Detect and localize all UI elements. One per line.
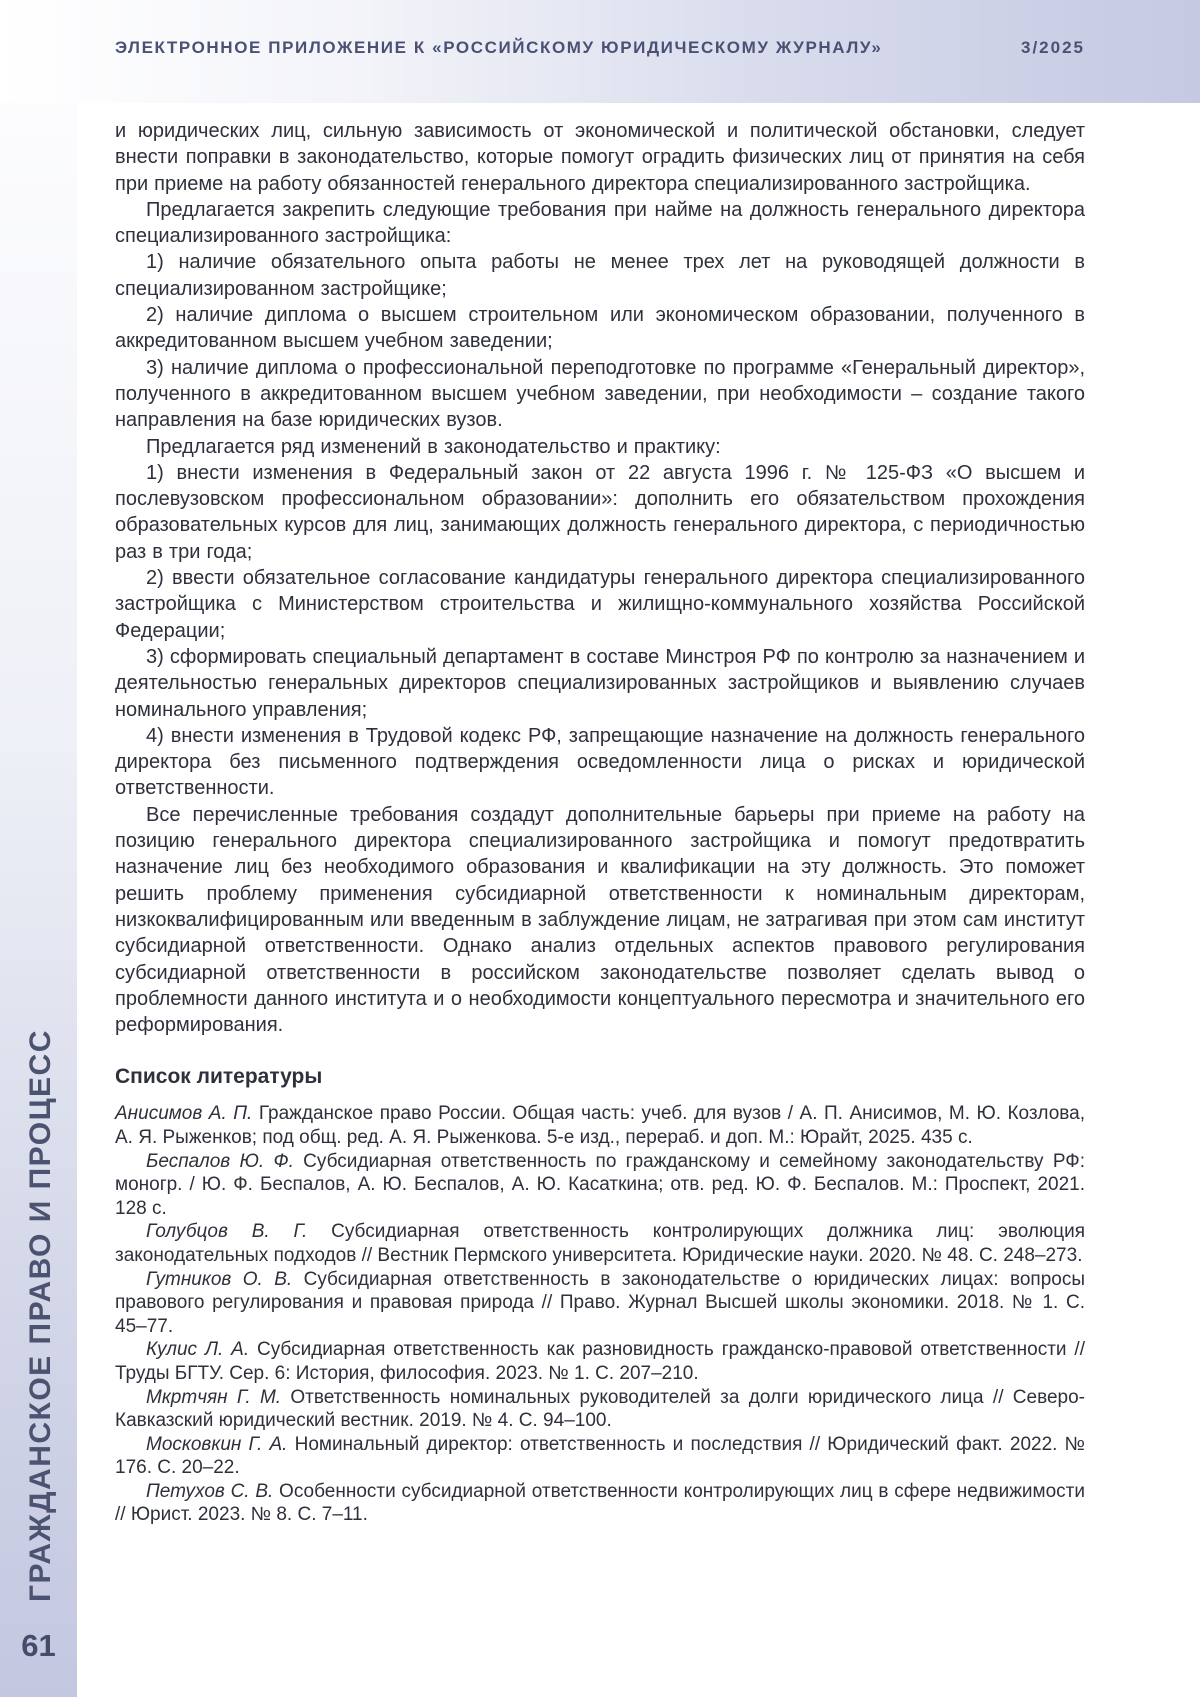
reference-text: Субсидиарная ответственность в законодательстве о юридических лицах: вопросы правового регулирования и правовая природа // Право. Журнал Высшей школы экономики. 2018. № 1. С. 45–77. xyxy=(115,1268,1085,1337)
reference-author: Голубцов В. Г. xyxy=(146,1221,332,1243)
reference-item xyxy=(115,1480,1085,1527)
body-paragraph: Предлагается закрепить следующие требования при найме на должность генерального директора специализированного застройщика: xyxy=(115,198,1085,248)
reference-item xyxy=(115,1386,1085,1433)
reference-text: Номинальный директор: ответственность и последствия // Юридический факт. 2022. № 176. С. 20–22. xyxy=(115,1433,1085,1479)
body-paragraph: Все перечисленные требования создадут дополнительные барьеры при приеме на работу на позицию генерального директора специализированного застройщика и помогут предотвратить назначение лиц без необходимого образования и квалификации на эту должность. Это поможет решить проблему применения субсидиарной ответственности к номинальным директорам, низкоквалифицированным или введенным в заблуждение лицам, не затрагивая при этом сам институт субсидиарной ответственности. Однако анализ отдельных аспектов правового регулирования субсидиарной ответственности в российском законодательстве позволяет сделать вывод о проблемности данного института и о необходимости концептуального пересмотра и значительного его реформирования. xyxy=(115,803,1085,1037)
reference-text: Гражданское право России. Общая часть: учеб. для вузов / А. П. Анисимов, М. Ю. Козлова, А. Я. Рыженков; под общ. ред. А. Я. Рыженкова. 5-е изд., перераб. и доп. М.: Юрайт, 2025. 435 с. xyxy=(115,1103,1085,1148)
body-paragraph: 2) ввести обязательное согласование кандидатуры генерального директора специализированного застройщика с Министерством строительства и жилищно-коммунального хозяйства Российской Федерации; xyxy=(115,567,1085,642)
page-number: 61 xyxy=(21,1628,56,1663)
references-heading: Список литературы xyxy=(115,1065,323,1089)
reference-author: Мкртчян Г. М. xyxy=(146,1386,291,1408)
body-paragraph: 4) внести изменения в Трудовой кодекс РФ, запрещающие назначение на должность генерального директора без письменного подтверждения осведомленности лица о рисках и юридической ответственности. xyxy=(115,724,1085,800)
body-paragraph: 1) наличие обязательного опыта работы не менее трех лет на руководящей должности в специализированном застройщике; xyxy=(115,251,1085,300)
reference-item xyxy=(115,1433,1085,1480)
reference-text: Субсидиарная ответственность как разновидность гражданско-правовой ответственности // Труды БГТУ. Сер. 6: История, философия. 2023. № 1. С. 207–210. xyxy=(115,1339,1085,1384)
reference-text: Ответственность номинальных руководителей за долги юридического лица // Северо-Кавказский юридический вестник. 2019. № 4. С. 94–100. xyxy=(115,1386,1085,1432)
body-paragraph: 1) внести изменения в Федеральный закон от 22 августа 1996 г. № 125-ФЗ «О высшем и послевузовском профессиональном образовании»: дополнить его обязательством прохождения образовательных курсов для лиц, занимающих должность генерального директора, с периодичностью раз в три года; xyxy=(115,461,1085,563)
reference-author: Кулис Л. А. xyxy=(146,1339,257,1361)
reference-author: Гутников О. В. xyxy=(146,1268,304,1290)
reference-item xyxy=(115,1150,1085,1221)
sidebar xyxy=(0,103,77,1697)
reference-text: Особенности субсидиарной ответственности контролирующих лиц в сфере недвижимости // Юрист. 2023. № 8. С. 7–11. xyxy=(115,1480,1085,1526)
reference-author: Московкин Г. А. xyxy=(146,1433,295,1455)
reference-text: Субсидиарная ответственность контролирующих должника лиц: эволюция законодательных подходов // Вестник Пермского университета. Юридические науки. 2020. № 48. С. 248–273. xyxy=(115,1221,1085,1266)
body-paragraph: Предлагается ряд изменений в законодательство и практику: xyxy=(146,435,721,458)
body-paragraph: 3) наличие диплома о профессиональной переподготовке по программе «Генеральный директор», полученного в аккредитованном высшем учебном заведении, при необходимости – создание такого направления на базе юридических вузов. xyxy=(115,356,1085,432)
body-paragraph: и юридических лиц, сильную зависимость от экономической и политической обстановки, следует внести поправки в законодательство, которые помогут оградить физических лиц от принятия на себя при приеме на работу обязанностей генерального директора специализированного застройщика. xyxy=(115,120,1085,195)
issue-number: 3/2025 xyxy=(1021,37,1085,57)
page-header xyxy=(0,0,1200,103)
article-body xyxy=(115,118,1085,1527)
reference-author: Петухов С. В. xyxy=(146,1480,280,1502)
references-list xyxy=(115,1102,1085,1527)
reference-author: Анисимов А. П. xyxy=(115,1103,259,1125)
reference-item xyxy=(115,1268,1085,1339)
article-text xyxy=(115,118,1085,1038)
reference-item xyxy=(115,1102,1085,1149)
section-label: ГРАЖДАНСКОЕ ПРАВО И ПРОЦЕСС xyxy=(24,1029,57,1602)
body-paragraph: 3) сформировать специальный департамент в составе Минстроя РФ по контролю за назначением и деятельностью генеральных директоров специализированных застройщиков и выявлению случаев номинального управления; xyxy=(115,645,1085,721)
body-paragraph: 2) наличие диплома о высшем строительном или экономическом образовании, полученного в аккредитованном высшем учебном заведении; xyxy=(115,304,1085,353)
journal-title: ЭЛЕКТРОННОЕ ПРИЛОЖЕНИЕ К «РОССИЙСКОМУ ЮРИДИЧЕСКОМУ ЖУРНАЛУ» xyxy=(115,37,883,57)
reference-item xyxy=(115,1220,1085,1267)
reference-author: Беспалов Ю. Ф. xyxy=(146,1150,304,1172)
reference-text: Субсидиарная ответственность по гражданскому и семейному законодательству РФ: моногр. / Ю. Ф. Беспалов, А. Ю. Беспалов, А. Ю. Касаткина; отв. ред. Ю. Ф. Беспалов. М.: Проспект, 2021. 128 с. xyxy=(115,1150,1086,1219)
reference-item xyxy=(115,1338,1085,1385)
